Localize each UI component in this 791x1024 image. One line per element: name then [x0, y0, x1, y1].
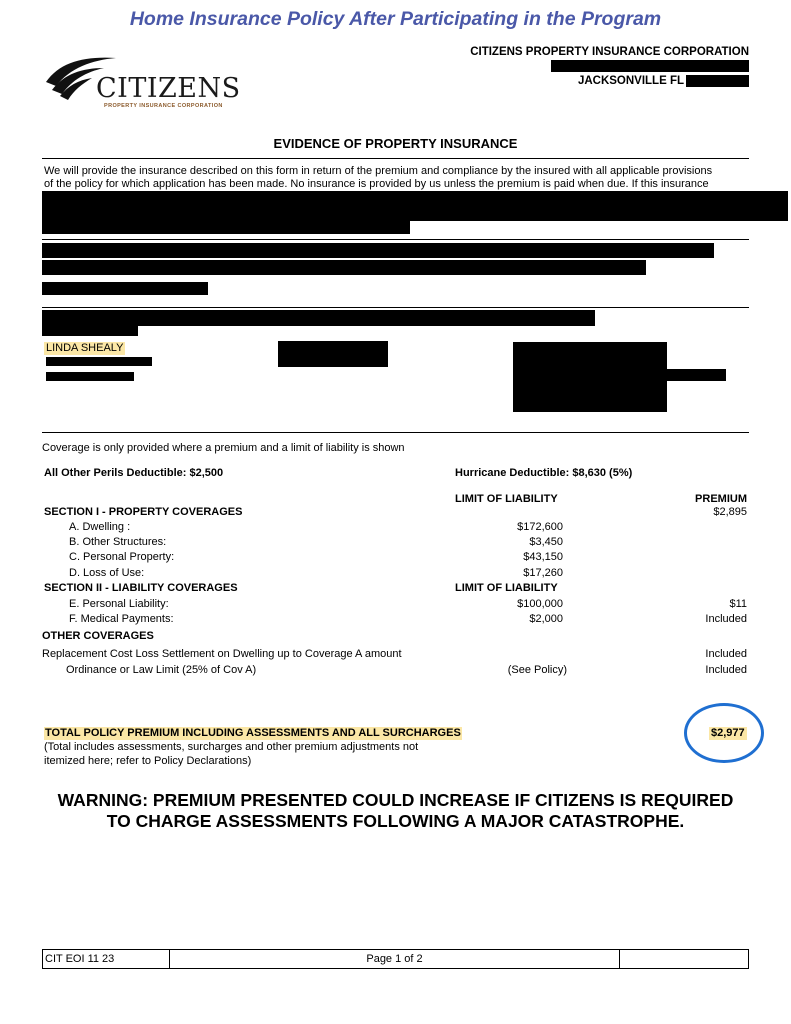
- coverage-note: Coverage is only provided where a premium and a limit of liability is shown: [42, 442, 405, 454]
- redaction: [551, 60, 749, 72]
- redaction: [686, 75, 749, 87]
- redaction: [42, 282, 208, 295]
- warning-line2: TO CHARGE ASSESSMENTS FOLLOWING A MAJOR CATASTROPHE.: [106, 811, 685, 831]
- divider: [42, 307, 749, 308]
- section1-title: SECTION I - PROPERTY COVERAGES: [44, 506, 243, 518]
- coverage-c-label: C. Personal Property:: [69, 551, 175, 563]
- total-premium-amount: $2,977: [711, 727, 745, 739]
- coverage-f-label: F. Medical Payments:: [69, 613, 174, 625]
- coverage-c-limit: $43,150: [523, 551, 563, 563]
- limit-header: LIMIT OF LIABILITY: [455, 493, 558, 505]
- other-item-2-premium: Included: [705, 664, 747, 676]
- assessment-warning: [0, 790, 791, 832]
- redaction: [513, 342, 667, 412]
- redaction: [46, 357, 152, 366]
- divider: [42, 239, 749, 240]
- section1-premium: $2,895: [713, 506, 747, 518]
- total-note-line2: itemized here; refer to Policy Declarations): [44, 755, 252, 767]
- intro-text-line2: of the policy for which application has been made. No insurance is provided by us unless the premium is paid when due. If this insurance: [44, 178, 709, 190]
- redaction: [42, 326, 138, 336]
- insured-name: LINDA SHEALY: [46, 342, 124, 354]
- intro-text-line1: We will provide the insurance described on this form in return of the premium and compliance by the insured with all applicable provisions: [44, 165, 713, 177]
- divider: [42, 432, 749, 433]
- coverage-f-premium: Included: [705, 613, 747, 625]
- coverage-b-label: B. Other Structures:: [69, 536, 167, 548]
- aop-deductible: All Other Perils Deductible: $2,500: [44, 467, 224, 479]
- form-footer: [42, 949, 749, 969]
- warning-line1: WARNING: PREMIUM PRESENTED COULD INCREASE IF CITIZENS IS REQUIRED: [57, 790, 734, 810]
- redaction: [42, 310, 595, 326]
- company-city: JACKSONVILLE FL: [577, 75, 684, 87]
- company-name: CITIZENS PROPERTY INSURANCE CORPORATION: [470, 46, 749, 58]
- other-coverages-title: OTHER COVERAGES: [42, 630, 154, 642]
- footer-empty-cell: [620, 950, 748, 968]
- redaction: [42, 260, 646, 275]
- coverage-b-limit: $3,450: [529, 536, 563, 548]
- coverage-d-limit: $17,260: [523, 567, 563, 579]
- logo-wordmark: CITIZENS: [96, 73, 241, 104]
- premium-header: PREMIUM: [695, 493, 747, 505]
- hurricane-deductible: Hurricane Deductible: $8,630 (5%): [455, 467, 633, 479]
- coverage-a-label: A. Dwelling :: [69, 521, 131, 533]
- coverage-e-limit: $100,000: [517, 598, 563, 610]
- section2-limit-header: LIMIT OF LIABILITY: [455, 582, 558, 594]
- page-title: Home Insurance Policy After Participating in the Program: [129, 8, 662, 30]
- total-note-line1: (Total includes assessments, surcharges and other premium adjustments not: [44, 741, 419, 753]
- other-item-1-label: Replacement Cost Loss Settlement on Dwelling up to Coverage A amount: [42, 648, 402, 660]
- other-item-2-label: Ordinance or Law Limit (25% of Cov A): [66, 664, 257, 676]
- redaction: [42, 191, 788, 221]
- section2-title: SECTION II - LIABILITY COVERAGES: [44, 582, 238, 594]
- form-id: CIT EOI 11 23: [43, 950, 170, 968]
- redaction: [662, 369, 726, 381]
- other-item-2-limit: (See Policy): [507, 664, 567, 676]
- coverage-e-premium: $11: [729, 598, 747, 610]
- coverage-f-limit: $2,000: [529, 613, 563, 625]
- redaction: [46, 372, 134, 381]
- coverage-a-limit: $172,600: [517, 521, 563, 533]
- total-premium-label: TOTAL POLICY PREMIUM INCLUDING ASSESSMENTS AND ALL SURCHARGES: [45, 727, 461, 739]
- highlight-circle: [684, 703, 764, 763]
- redaction: [42, 221, 410, 234]
- divider: [42, 158, 749, 159]
- coverage-e-label: E. Personal Liability:: [69, 598, 169, 610]
- redaction: [42, 243, 714, 258]
- logo-subtitle: PROPERTY INSURANCE CORPORATION: [104, 103, 223, 109]
- redaction: [278, 341, 388, 367]
- coverage-d-label: D. Loss of Use:: [69, 567, 145, 579]
- document-title: EVIDENCE OF PROPERTY INSURANCE: [273, 136, 518, 151]
- other-item-1-premium: Included: [705, 648, 747, 660]
- page-number: Page 1 of 2: [170, 950, 620, 968]
